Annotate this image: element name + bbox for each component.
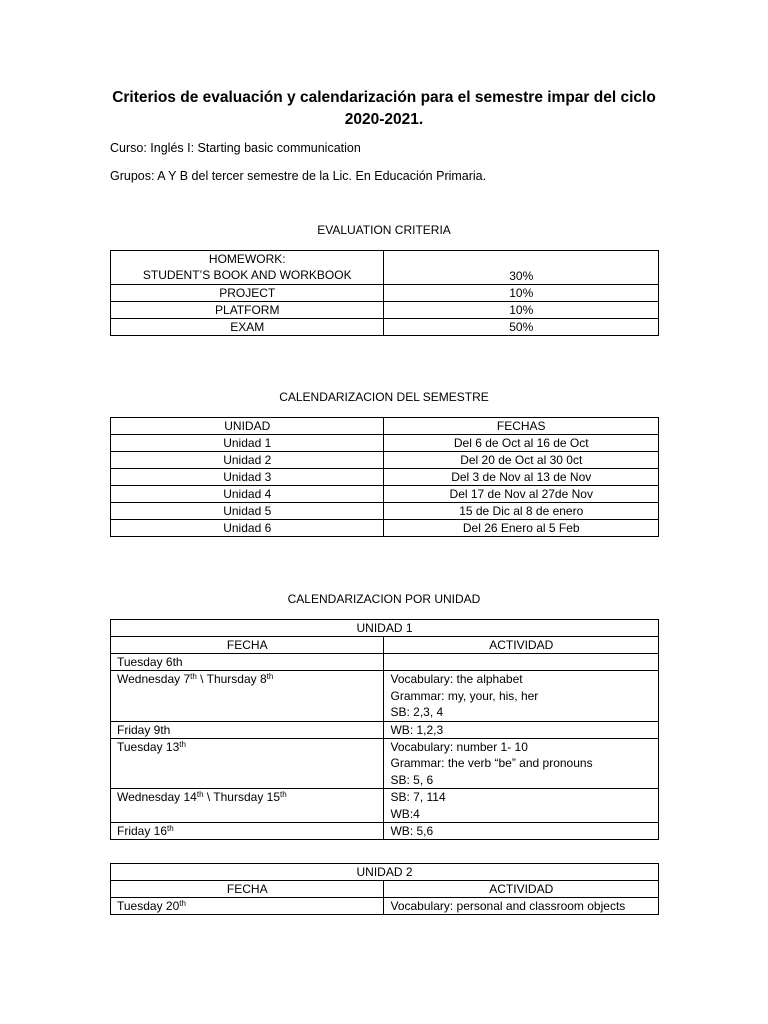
semester-calendar-heading: CALENDARIZACION DEL SEMESTRE [279,390,489,404]
criterion-cell [111,251,384,285]
unit1-table [110,619,659,840]
dates-cell: Del 20 de Oct al 30 0ct [384,452,659,469]
criterion-label: HOMEWORK: [208,252,286,266]
criterion-cell: PLATFORM [111,302,384,319]
groups-line: Grupos: A Y B del tercer semestre de la Lic. En Educación Primaria. [110,169,487,183]
ordinal-suffix: th [266,672,274,681]
dates-cell: Del 3 de Nov al 13 de Nov [384,469,659,486]
column-header: FECHA [111,881,384,898]
date-cell: Tuesday 6th [111,654,384,671]
activity-line: Grammar: my, your, his, her [390,688,539,703]
table-row [111,452,659,469]
semester-calendar-table [110,417,659,537]
date-cell [111,671,384,722]
weight-cell: 10% [384,302,659,319]
unit-title: UNIDAD 2 [111,864,659,881]
unit2-table [110,863,659,915]
ordinal-suffix: th [196,790,204,799]
evaluation-table [110,250,659,336]
unit-cell: Unidad 1 [111,435,384,452]
activity-cell [384,738,659,789]
unit-cell: Unidad 2 [111,452,384,469]
ordinal-suffix: th [179,899,186,908]
activity-cell [384,654,659,671]
unit-title-row [111,620,659,637]
column-header: UNIDAD [111,418,384,435]
unit-title-row [111,864,659,881]
unit-cell: Unidad 4 [111,486,384,503]
ordinal-suffix: th [167,824,174,833]
unit-cell: Unidad 6 [111,520,384,537]
unit-calendar-heading: CALENDARIZACION POR UNIDAD [287,592,481,606]
table-row [111,285,659,302]
table-header-row [111,637,659,654]
ordinal-suffix: th [190,672,197,681]
activity-line: Grammar: the verb “be” and pronouns [390,756,593,770]
activity-cell: WB: 5,6 [384,823,659,840]
table-row [111,469,659,486]
date-cell: Friday 9th [111,721,384,738]
table-row [111,738,659,789]
activity-line: WB:4 [390,806,420,821]
table-row [111,435,659,452]
activity-cell: Vocabulary: personal and classroom objects [384,898,659,915]
table-header-row [111,418,659,435]
date-text: Tuesday 13 [117,739,180,754]
title-line-1: Criterios de evaluación y calendarización para el semestre impar del ciclo [112,89,656,106]
table-row [111,898,659,915]
dates-cell: 15 de Dic al 8 de enero [384,503,659,520]
column-header: FECHAS [384,418,659,435]
weight-cell: 10% [384,285,659,302]
unit-cell: Unidad 5 [111,503,384,520]
table-row [111,654,659,671]
unit-title: UNIDAD 1 [111,620,659,637]
activity-line: Vocabulary: number 1- 10 [390,739,528,754]
criterion-label: STUDENT’S BOOK AND WORKBOOK [142,268,352,282]
dates-cell: Del 26 Enero al 5 Feb [384,520,659,537]
criterion-cell: EXAM [111,319,384,336]
date-cell [111,823,384,840]
ordinal-suffix: th [179,739,186,749]
activity-cell [384,789,659,823]
column-header: ACTIVIDAD [384,881,659,898]
document-title [100,87,668,131]
ordinal-suffix: th [280,790,287,799]
date-text: Wednesday 14 [117,790,197,804]
table-row [111,251,659,285]
date-text: \ Thursday 15 [203,790,281,804]
table-row [111,520,659,537]
table-row [111,721,659,738]
activity-line: SB: 5, 6 [390,772,434,787]
dates-cell: Del 6 de Oct al 16 de Oct [384,435,659,452]
title-line-2: 2020-2021. [344,111,424,128]
date-cell [111,738,384,789]
table-row [111,319,659,336]
evaluation-heading: EVALUATION CRITERIA [317,223,451,237]
table-row [111,671,659,722]
activity-cell [384,671,659,722]
dates-cell: Del 17 de Nov al 27de Nov [384,486,659,503]
column-header: FECHA [111,637,384,654]
activity-line: SB: 7, 114 [390,790,446,804]
date-text: \ Thursday 8 [196,672,267,686]
weight-cell: 30% [384,251,659,285]
activity-line: Vocabulary: the alphabet [390,672,523,686]
column-header: ACTIVIDAD [384,637,659,654]
date-text: Friday 16 [117,824,168,838]
activity-line: SB: 2,3, 4 [390,705,444,719]
course-line: Curso: Inglés I: Starting basic communication [110,141,361,155]
weight-cell: 50% [384,319,659,336]
table-row [111,823,659,840]
table-row [111,302,659,319]
date-cell [111,789,384,823]
unit-cell: Unidad 3 [111,469,384,486]
table-header-row [111,881,659,898]
date-cell [111,898,384,915]
table-row [111,503,659,520]
criterion-cell: PROJECT [111,285,384,302]
date-text: Tuesday 20 [117,899,180,913]
table-row [111,789,659,823]
activity-cell: WB: 1,2,3 [384,721,659,738]
date-text: Wednesday 7 [117,672,191,686]
table-row [111,486,659,503]
